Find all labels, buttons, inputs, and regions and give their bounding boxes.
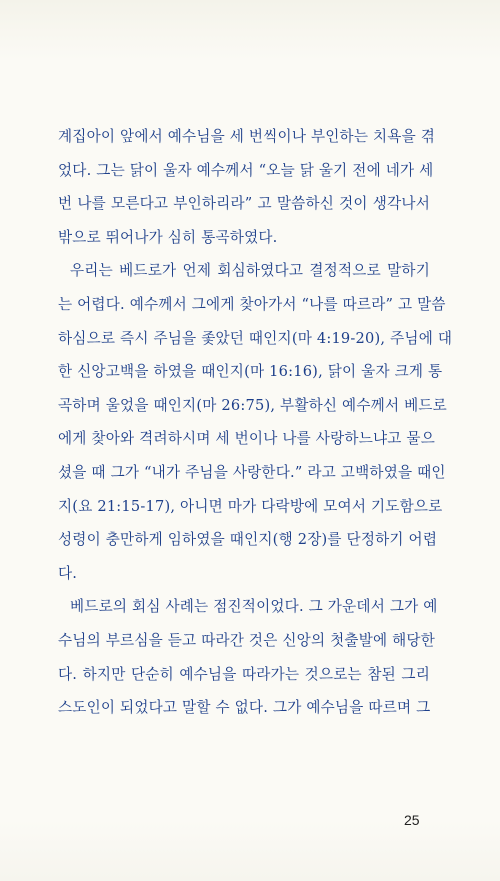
text-line: 하심으로 즉시 주님을 좇았던 때인지(마 4:19-20), 주님에 대 [58,329,453,347]
text-line: 다. 하지만 단순히 예수님을 따라가는 것으로는 참된 그리 [58,665,430,683]
text-line: 스도인이 되었다고 말할 수 없다. 그가 예수님을 따르며 그 [58,699,431,717]
text-line: 성령이 충만하게 임하였을 때인지(행 2장)를 단정하기 어렵 [58,531,438,549]
page-number: 25 [404,812,420,828]
text-line: 우리는 베드로가 언제 회심하였다고 결정적으로 말하기 [70,262,430,280]
text-line: 는 어렵다. 예수께서 그에게 찾아가서 “나를 따르라” 고 말씀 [58,295,446,313]
text-line: 지(요 21:15-17), 아니면 마가 다락방에 모여서 기도함으로 [58,497,443,515]
text-line: 다. [58,564,78,582]
text-line: 번 나를 모른다고 부인하리라” 고 말씀하신 것이 생각나서 [58,195,430,213]
text-line: 베드로의 회심 사례는 점진적이었다. 그 가운데서 그가 예 [70,598,438,616]
text-line: 한 신앙고백을 하였을 때인지(마 16:16), 닭이 울자 크게 통 [58,363,443,381]
text-line: 곡하며 울었을 때인지(마 26:75), 부활하신 예수께서 베드로 [58,396,447,414]
text-line: 에게 찾아와 격려하시며 세 번이나 나를 사랑하느냐고 물으 [58,430,436,448]
body-text [58,120,453,725]
text-line: 셨을 때 그가 “내가 주님을 사랑한다.” 라고 고백하였을 때인 [58,463,446,481]
text-line: 었다. 그는 닭이 울자 예수께서 “오늘 닭 울기 전에 네가 세 [58,161,434,179]
text-line: 밖으로 뛰어나가 심히 통곡하였다. [58,228,278,246]
text-line: 계집아이 앞에서 예수님을 세 번씩이나 부인하는 치욕을 겪 [58,128,436,145]
text-line: 수님의 부르심을 듣고 따라간 것은 신앙의 첫출발에 해당한 [58,631,436,649]
